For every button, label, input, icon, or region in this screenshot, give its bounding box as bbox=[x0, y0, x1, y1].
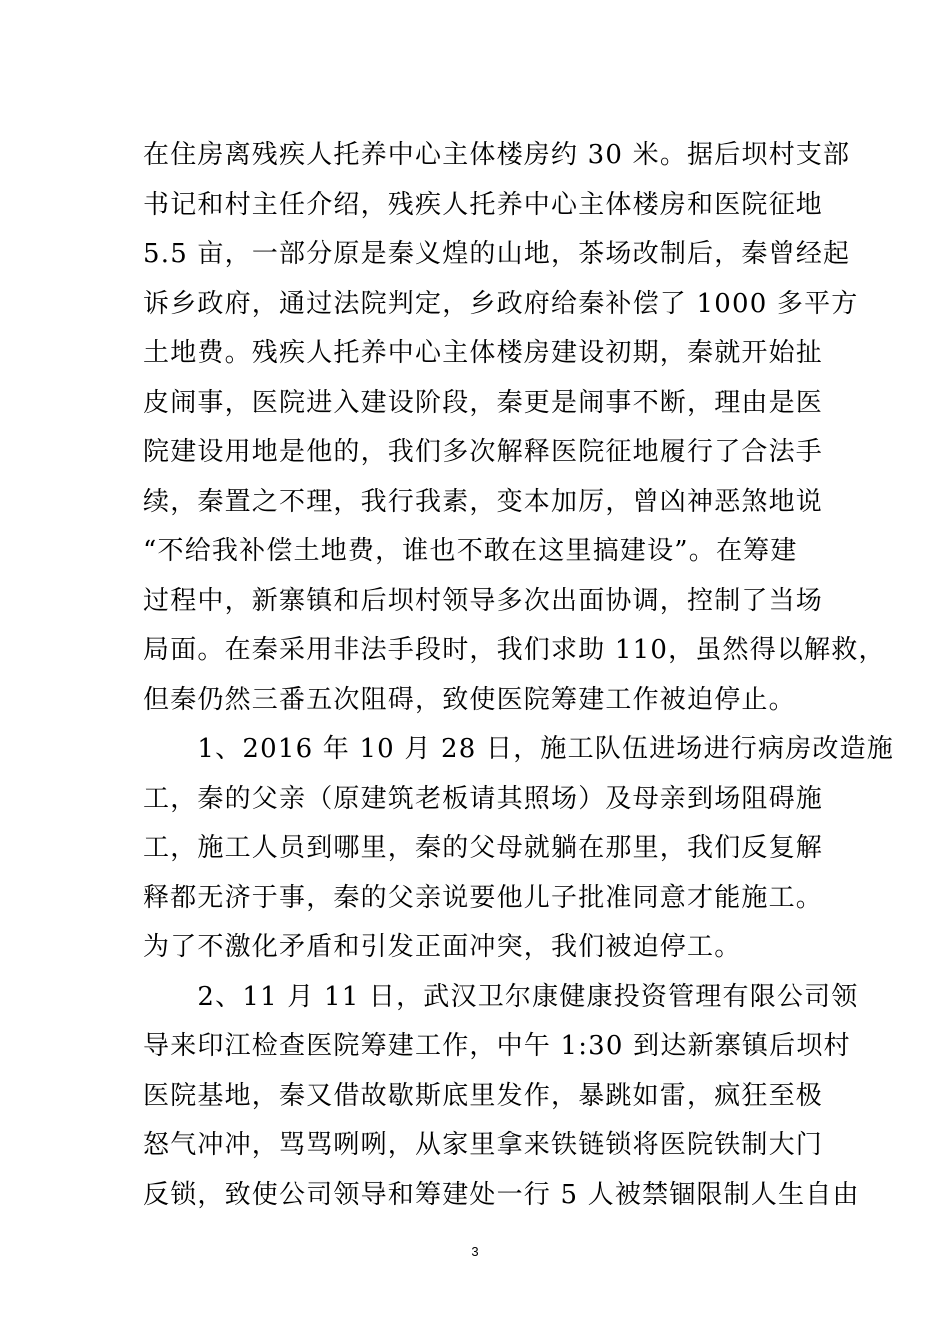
text-line: 过程中，新寨镇和后坝村领导多次出面协调，控制了当场 bbox=[143, 585, 824, 616]
text-line: 医院基地，秦又借故歇斯底里发作，暴跳如雷，疯狂至极 bbox=[143, 1080, 824, 1111]
text-line: 但秦仍然三番五次阻碍，致使医院筹建工作被迫停止。 bbox=[143, 684, 796, 715]
text-line: 1、2016 年 10 月 28 日，施工队伍进场进行病房改造施 bbox=[143, 734, 895, 764]
page-number: 3 bbox=[471, 1244, 479, 1259]
text-line: 局面。在秦采用非法手段时，我们求助 110，虽然得以解救， bbox=[143, 635, 886, 665]
text-line: 2、11 月 11 日，武汉卫尔康健康投资管理有限公司领 bbox=[143, 981, 859, 1012]
text-line: 释都无济于事，秦的父亲说要他儿子批准同意才能施工。 bbox=[143, 882, 824, 913]
text-line: 工，施工人员到哪里，秦的父母就躺在那里，我们反复解 bbox=[143, 833, 824, 863]
text-line: 反锁，致使公司领导和筹建处一行 5 人被禁锢限制人生自由 bbox=[143, 1179, 860, 1210]
text-line: 为了不激化矛盾和引发正面冲突，我们被迫停工。 bbox=[143, 932, 742, 962]
text-line: 续，秦置之不理，我行我素，变本加厉，曾凶神恶煞地说 bbox=[143, 486, 824, 517]
text-line: 皮闹事，医院进入建设阶段，秦更是闹事不断，理由是医 bbox=[143, 387, 824, 418]
text-line: 5.5 亩，一部分原是秦义煌的山地，茶场改制后，秦曾经起 bbox=[143, 239, 851, 269]
text-line: “不给我补偿土地费，谁也不敢在这里搞建设”。在筹建 bbox=[143, 536, 798, 566]
text-line: 怒气冲冲，骂骂咧咧，从家里拿来铁链锁将医院铁制大门 bbox=[143, 1130, 824, 1160]
text-line: 工，秦的父亲（原建筑老板请其照场）及母亲到场阻碍施 bbox=[143, 783, 824, 814]
text-line: 在住房离残疾人托养中心主体楼房约 30 米。据后坝村支部 bbox=[143, 140, 851, 170]
text-line: 院建设用地是他的，我们多次解释医院征地履行了合法手 bbox=[143, 437, 824, 467]
text-line: 诉乡政府，通过法院判定，乡政府给秦补偿了 1000 多平方 bbox=[143, 288, 859, 319]
text-line: 书记和村主任介绍，残疾人托养中心主体楼房和医院征地 bbox=[143, 189, 824, 220]
body-text bbox=[143, 131, 895, 1220]
text-line: 导来印江检查医院筹建工作，中午 1:30 到达新寨镇后坝村 bbox=[143, 1031, 851, 1061]
text-line: 土地费。残疾人托养中心主体楼房建设初期，秦就开始扯 bbox=[143, 338, 824, 368]
